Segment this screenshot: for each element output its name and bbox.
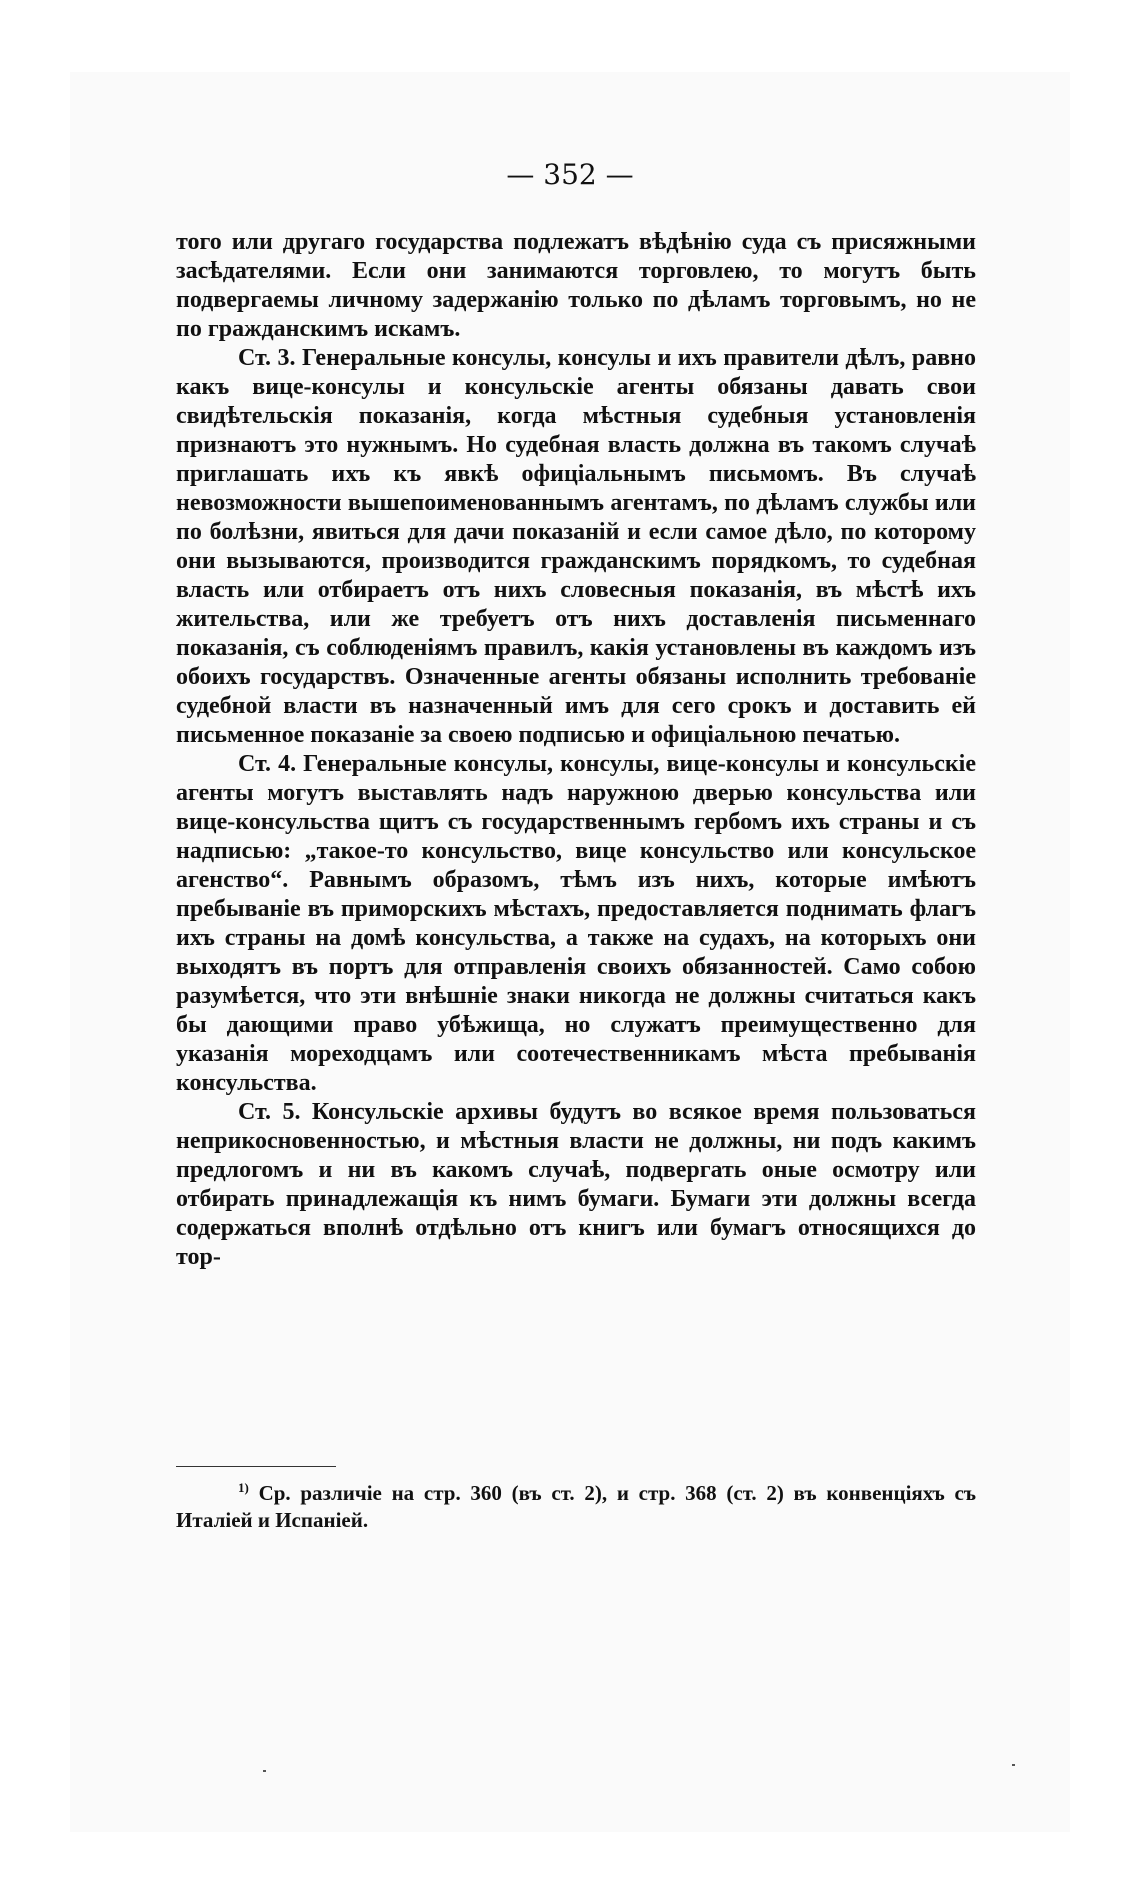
paragraph-article-5: Ст. 5. Консульскіе архивы будутъ во всякое время пользоваться неприкосновенностью, и мѣстныя власти не должны, ни подъ какимъ предлогомъ и ни въ какомъ случаѣ, подвергать оные осмотру или отбирать принадлежащія къ нимъ бумаги. Бумаги эти должны всегда содержаться вполнѣ отдѣльно отъ книгъ или бумагъ относящихся до тор- — [176, 1099, 976, 1270]
body-text — [176, 228, 976, 1272]
paragraph-article-4: Ст. 4. Генеральные консулы, консулы, вице-консулы и консульскіе агенты могутъ выставлять надъ наружною дверью консульства или вице-консульства щитъ съ государственнымъ гербомъ ихъ страны и съ надписью: „такое-то консульство, вице консульство или консульское агенство“. Равнымъ образомъ, тѣмъ изъ нихъ, которые имѣютъ пребываніе въ приморскихъ мѣстахъ, предоставляется поднимать флагъ ихъ страны на домѣ консульства, а также на судахъ, на которыхъ они выходятъ въ портъ для отправленія своихъ обязанностей. Само собою разумѣется, что эти внѣшніе знаки никогда не должны считаться какъ бы дающими право убѣжища, но служатъ преимущественно для указанія мореходцамъ или соотечественникамъ мѣста пребыванія консульства. — [176, 751, 976, 1096]
paragraph-article-3: Ст. 3. Генеральные консулы, консулы и ихъ правители дѣлъ, равно какъ вице-консулы и консульскіе агенты обязаны давать свои свидѣтельскія показанія, когда мѣстныя судебныя установленія признаютъ это нужнымъ. Но судебная власть должна въ такомъ случаѣ приглашать ихъ къ явкѣ офиціальнымъ письмомъ. Въ случаѣ невозможности вышепоименованнымъ агентамъ, по дѣламъ службы или по болѣзни, явиться для дачи показаній и если самое дѣло, по которому они вызываются, производится гражданскимъ порядкомъ, то судебная власть или отбираетъ отъ нихъ словесныя показанія, въ мѣстѣ ихъ жительства, или же требуетъ отъ нихъ доставленія письменнаго показанія, съ соблюденіямъ правилъ, какія установлены въ каждомъ изъ обоихъ государствъ. Означенные агенты обязаны исполнить требованіе судебной власти въ назначенный имъ для сего срокъ и доставить ей письменное показаніе за своею подписью и офиціальною печатью. — [176, 345, 976, 748]
page-number: — 352 — — [506, 158, 634, 191]
footnote-marker: 1) — [238, 1480, 249, 1495]
footnote — [176, 1474, 976, 1534]
paragraph: того или другаго государства подлежатъ вѣдѣнію суда съ присяжными засѣдателями. Если они занимаются торговлею, то могутъ быть подвергаемы личному задержанію только по дѣламъ торговымъ, но не по гражданскимъ искамъ. — [176, 229, 976, 342]
scan-speck — [1012, 1764, 1015, 1766]
footnote-text: Ср. различіе на стр. 360 (въ ст. 2), и стр. 368 (ст. 2) въ конвенціяхъ съ Италіей и Испаніей. — [176, 1481, 977, 1532]
scan-speck — [263, 1770, 266, 1772]
footnote-divider — [176, 1466, 336, 1467]
